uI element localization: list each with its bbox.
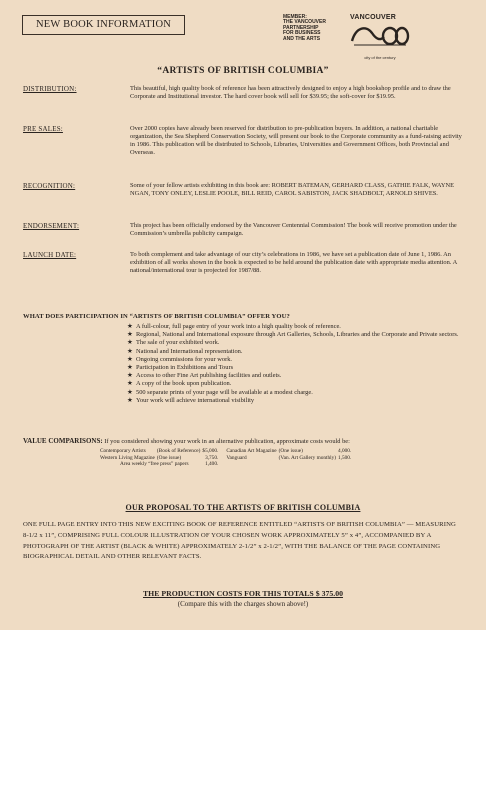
star-icon: ★ <box>127 364 133 372</box>
member-line: MEMBER: <box>283 14 307 20</box>
section-text: Some of your fellow artists exhibiting in this book are: ROBERT BATEMAN, GERHARD CLASS, GATHIE FALK, WAYNE NGAN, TONY ONLEY, LESLIE POOLE, BILL REID, CAROL SABISTON, JACK SHADBOLT, ARNOLD SHIVES. <box>130 182 455 198</box>
list-item <box>127 339 467 347</box>
star-icon: ★ <box>127 388 133 396</box>
star-icon: ★ <box>127 396 133 404</box>
publication-cost: $5,000. <box>202 448 219 454</box>
list-item <box>127 348 467 356</box>
list-item-text: 500 separate prints of your page will be available at a modest charge. <box>136 388 313 396</box>
comparison-table <box>100 448 359 468</box>
list-item-text: Your work will achieve international visibility <box>136 396 255 404</box>
section-text: This project has been officially endorsed by the Vancouver Centennial Commission! The book will receive promotion under the Commission’s umbrella publicity campaign. <box>130 222 457 238</box>
star-icon: ★ <box>127 380 133 388</box>
section-label: RECOGNITION: <box>23 182 76 190</box>
document-title: “ARTISTS OF BRITISH COLUMBIA” <box>157 66 329 76</box>
benefits-list <box>127 323 467 405</box>
publication-cost: 4,000. <box>338 448 352 454</box>
logo-word: VANCOUVER <box>350 14 397 21</box>
star-icon: ★ <box>127 323 133 330</box>
list-item-text: The sale of your exhibited work. <box>136 339 220 347</box>
publication-name: Area weekly “free press” papers <box>120 461 189 468</box>
publication-name: Contemporary Artists <box>100 448 146 454</box>
publication-name: Vanguard <box>226 454 247 461</box>
list-item-text: Regional, National and International exposure through Art Galleries, Schools, Libraries and the Corporate and Private sectors. <box>136 331 459 339</box>
publication-note: (One issue) <box>278 448 303 454</box>
publication-name: Western Living Magazine <box>100 454 155 461</box>
list-item-text: Access to other Fine Art publishing facilities and outlets. <box>136 372 282 380</box>
publication-note: (Van. Art Gallery monthly) <box>278 454 336 461</box>
centennial-emblem-icon <box>350 21 410 49</box>
member-line: PARTNERSHIP <box>283 24 319 31</box>
table-row <box>100 461 359 468</box>
vancouver-centennial-logo <box>350 14 410 60</box>
list-item-text: Participation in Exhibitions and Tours <box>136 364 234 372</box>
list-item <box>127 397 467 405</box>
star-icon: ★ <box>127 347 133 355</box>
list-item-text: Ongoing commissions for your work. <box>136 355 233 363</box>
proposal-title: OUR PROPOSAL TO THE ARTISTS OF BRITISH COLUMBIA <box>125 503 361 512</box>
star-icon: ★ <box>127 331 133 339</box>
section-text: Over 2000 copies have already been reserved for distribution to pre-publication buyers. In addition, a national charitable organization, the Sea Shepherd Conservation Society, will present our book to the Corporate community as a fund-raising activity in 1986. This publication will be distributed to Schools, Libraries, Universities and Government Offices, both Provincial and Overseas. <box>130 125 462 157</box>
section-label: PRE SALES: <box>23 125 63 133</box>
section-label: DISTRIBUTION: <box>23 85 77 93</box>
member-line: AND THE ARTS <box>283 35 321 42</box>
production-cost-total: THE PRODUCTION COSTS FOR THIS TOTALS $ 375.00 <box>142 589 344 598</box>
value-comparisons <box>23 437 468 468</box>
star-icon: ★ <box>127 372 133 380</box>
section-label: ENDORSEMENT: <box>23 222 80 230</box>
value-comparisons-label: VALUE COMPARISONS: <box>23 437 103 445</box>
list-item <box>127 331 467 339</box>
list-item <box>127 389 467 397</box>
list-item-text: A full-colour, full page entry of your work into a high quality book of reference. <box>136 323 341 330</box>
list-item <box>127 372 467 380</box>
header-label: NEW BOOK INFORMATION <box>35 19 172 30</box>
table-row <box>100 448 359 455</box>
publication-note: (Book of Reference) <box>156 448 201 454</box>
proposal-text: ONE FULL PAGE ENTRY INTO THIS NEW EXCITING BOOK OF REFERENCE ENTITLED “ARTISTS OF BRITISH COLUMBIA” — MEASURING 8-1/2 x 11”, COMPRISING FULL COLOUR ILLUSTRATION OF YOUR CHOSEN WORK APPROXIMATELY 5” x 4”, ACCOMPANIED BY A PHOTOGRAPH OF THE ARTIST (BLACK & WHITE) APPROXIMATELY 2-1/2” x 2-1/2”, WITH THE BALANCE OF THE PAGE CONTAINING BIOGRAPHICAL DETAIL AND OTHER RELEVANT FACTS. <box>23 521 456 561</box>
publication-cost: 1,500. <box>338 454 352 461</box>
member-credit <box>283 15 345 42</box>
section-text: This beautiful, high quality book of reference has been attractively designed to enjoy a high bookshop profile and to draw the Corporate and Institutional investor. The hard cover book will sell for $39.95; the soft-cover for $19.95. <box>130 85 451 101</box>
new-book-information-box <box>22 15 185 35</box>
publication-note: (One issue) <box>156 454 182 461</box>
section-label: LAUNCH DATE: <box>23 251 77 259</box>
list-item-text: A copy of the book upon publication. <box>136 380 232 388</box>
participation-question: WHAT DOES PARTICIPATION IN “ARTISTS OF BRITISH COLUMBIA” OFFER YOU? <box>23 313 290 320</box>
star-icon: ★ <box>127 355 133 363</box>
section-text: To both complement and take advantage of our city’s celebrations in 1986, we have set a publication date of June 1, 1986. An exhibition of all works shown in the book is expected to be held around the publication date with appropriate media attention. A national/international tour is projected for 1987/88. <box>130 251 457 275</box>
publication-name: Canadian Art Magazine <box>226 448 277 454</box>
list-item <box>127 356 467 364</box>
list-item <box>127 323 467 331</box>
value-comparisons-intro: If you considered showing your work in an alternative publication, approximate costs would be: <box>104 438 350 445</box>
compare-note: (Compare this with the charges shown above!) <box>177 600 309 608</box>
member-line: THE VANCOUVER <box>283 19 326 26</box>
member-line: FOR BUSINESS <box>283 30 321 37</box>
list-item-text: National and International representation. <box>136 347 243 355</box>
publication-cost: 3,750. <box>205 454 219 461</box>
logo-tagline: city of the century <box>364 55 396 60</box>
publication-cost: 1,400. <box>205 461 219 468</box>
list-item <box>127 380 467 388</box>
star-icon: ★ <box>127 339 133 347</box>
list-item <box>127 364 467 372</box>
